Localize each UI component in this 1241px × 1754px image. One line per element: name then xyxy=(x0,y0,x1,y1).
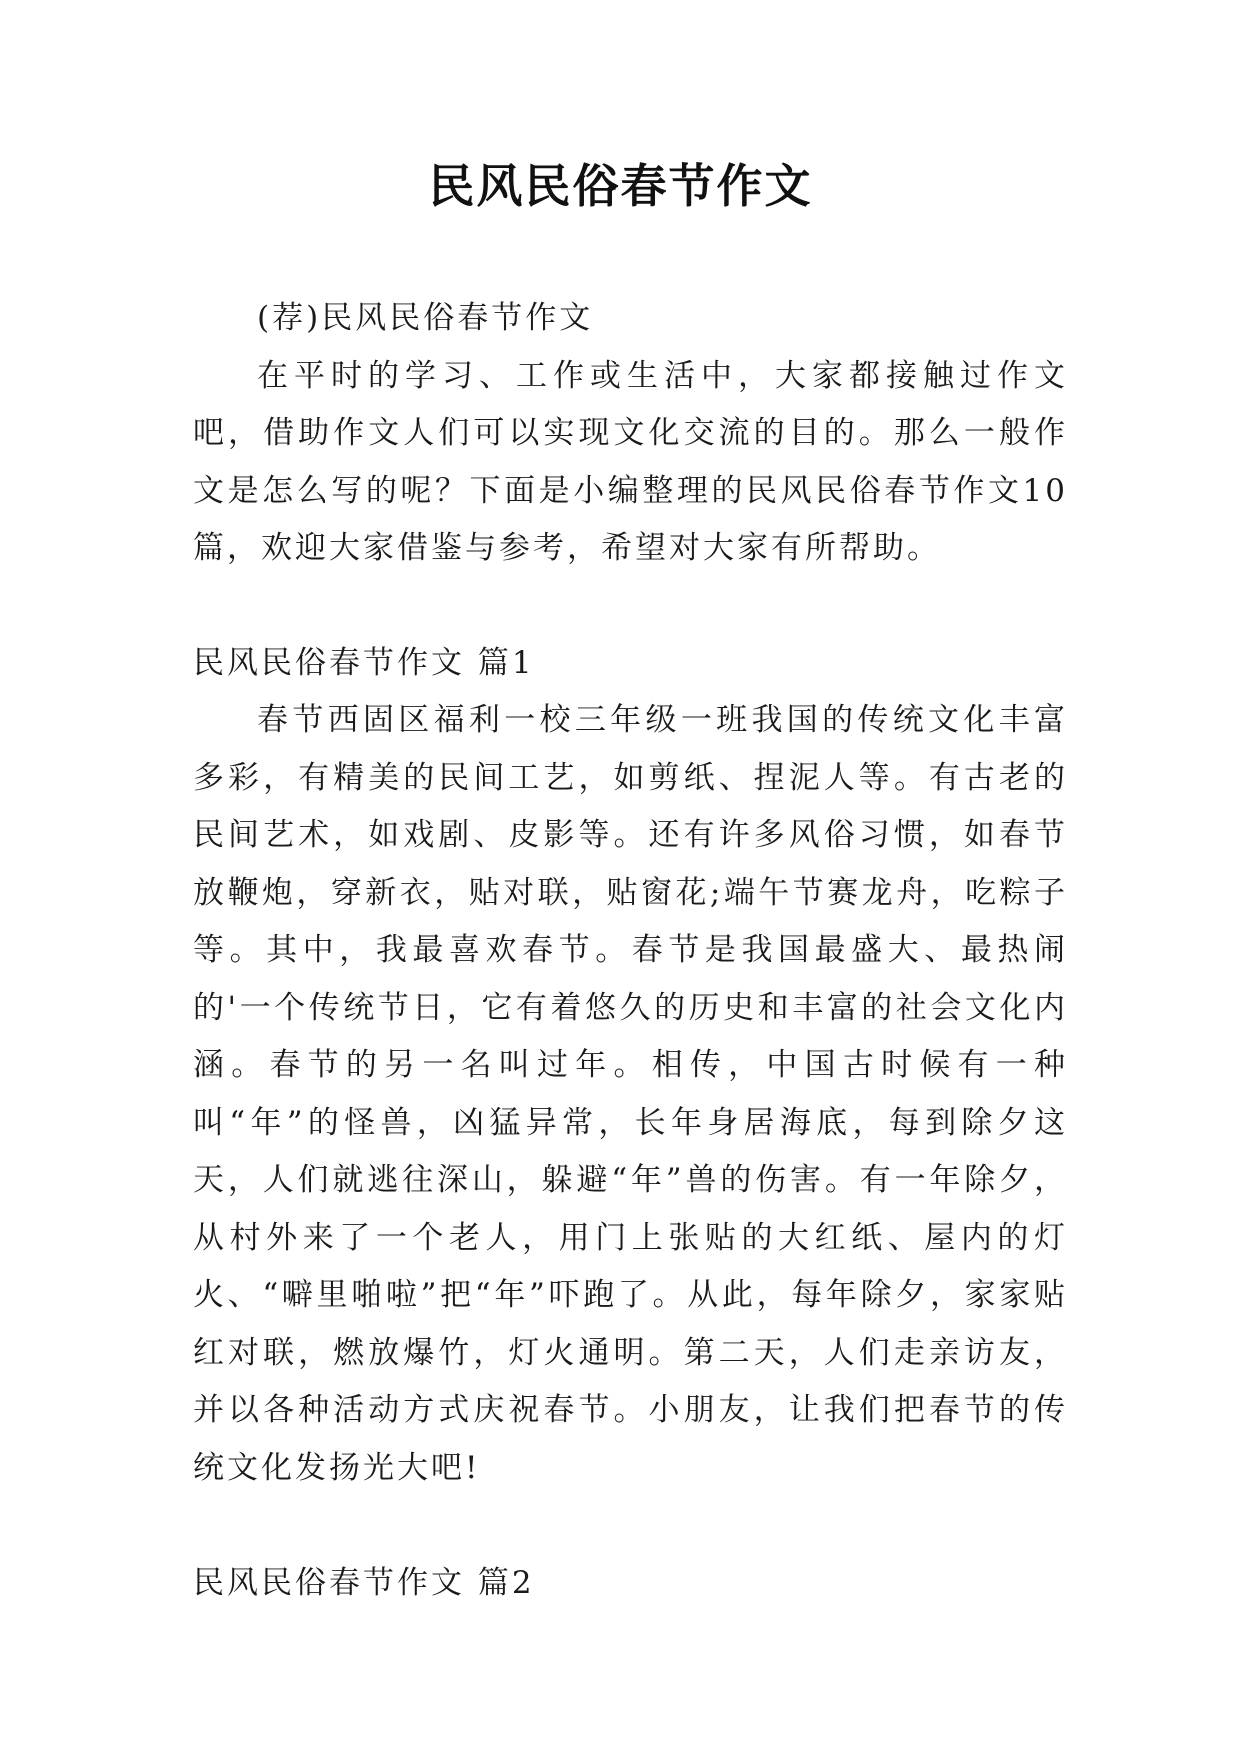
document-subtitle: (荐)民风民俗春节作文 xyxy=(257,300,594,336)
spacer xyxy=(193,578,1068,635)
section-heading-1: 民风民俗春节作文 篇1 xyxy=(193,644,535,681)
section-heading-2: 民风民俗春节作文 篇2 xyxy=(193,1565,535,1601)
document-body xyxy=(193,290,1068,1613)
spacer xyxy=(193,1497,1068,1555)
section-body-1: 春节西固区福利一校三年级一班我国的传统文化丰富多彩，有精美的民间工艺，如剪纸、捏泥人等。有古老的民间艺术，如戏剧、皮影等。还有许多风俗习惯，如春节放鞭炮，穿新衣，贴对联，贴窗花;端午节赛龙舟，吃粽子等。其中，我最喜欢春节。春节是我国最盛大、最热闹的'一个传统节日，它有着悠久的历史和丰富的社会文化内涵。春节的另一名叫过年。相传，中国古时候有一种叫“年”的怪兽，凶猛异常，长年身居海底，每到除夕这天，人们就逃往深山，躲避“年”兽的伤害。有一年除夕，从村外来了一个老人，用门上张贴的大红纸、屋内的灯火、“噼里啪啦”把“年”吓跑了。从此，每年除夕，家家贴红对联，燃放爆竹，灯火通明。第二天，人们走亲访友，并以各种活动方式庆祝春节。小朋友，让我们把春节的传统文化发扬光大吧! xyxy=(193,702,1068,1486)
intro-paragraph: 在平时的学习、工作或生活中，大家都接触过作文吧，借助作文人们可以实现文化交流的目的。那么一般作文是怎么写的呢？下面是小编整理的民风民俗春节作文10篇，欢迎大家借鉴与参考，希望对大家有所帮助。 xyxy=(193,357,1068,566)
page-title: 民风民俗春节作文 xyxy=(428,159,813,213)
